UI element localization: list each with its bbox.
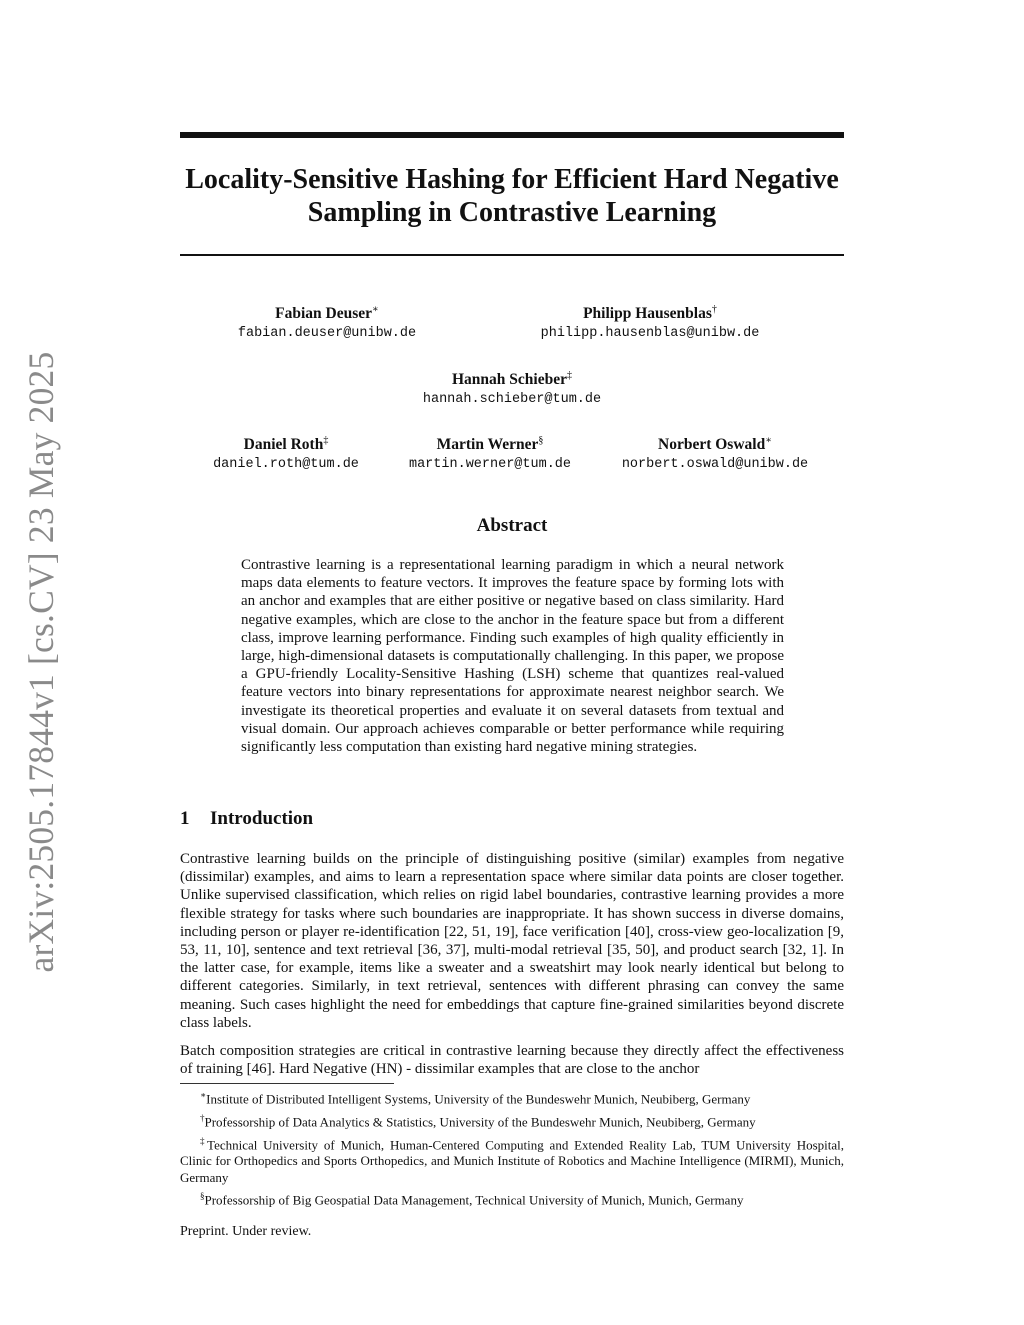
section-title: Introduction: [210, 808, 314, 829]
body-paragraph: Batch composition strategies are critical in contrastive learning because they directly affect the effectiveness of training [46]. Hard Negative (HN) - dissimilar examples that are close to the anchor: [180, 1043, 844, 1078]
author-block: [362, 366, 662, 409]
footnote: ‡Technical University of Munich, Human-Centered Computing and Extended Reality Lab, TUM University Hospital, Clinic for Orthopedics and Sports Orthopedics, and Munich Institute of Robotics and Machine Intelligence (MIRMI), Munich, Germany: [180, 1135, 844, 1185]
author-email[interactable]: martin.werner@tum.de: [408, 457, 572, 473]
author-email[interactable]: hannah.schieber@tum.de: [422, 392, 602, 408]
author-block: [500, 300, 800, 343]
author-block: [565, 431, 865, 474]
title-bottom-rule: [180, 254, 844, 256]
arxiv-identifier: arXiv:2505.17844v1 [cs.CV] 23 May 2025: [21, 351, 61, 973]
abstract-heading: Abstract: [476, 515, 548, 536]
preprint-note: Preprint. Under review.: [180, 1224, 312, 1239]
author-email[interactable]: fabian.deuser@unibw.de: [237, 326, 417, 342]
author-name: Norbert Oswald∗: [658, 435, 772, 454]
footnote-rule: [180, 1083, 394, 1084]
section-number: 1: [180, 808, 190, 829]
author-name: Philipp Hausenblas†: [583, 304, 717, 323]
author-name: Fabian Deuser∗: [275, 304, 379, 323]
paper-title: Locality-Sensitive Hashing for Efficient Hard Negative Sampling in Contrastive Learning: [185, 164, 839, 228]
footnote: ∗Institute of Distributed Intelligent Systems, University of the Bundeswehr Munich, Neubiberg, Germany: [200, 1090, 751, 1107]
author-name: Martin Werner§: [436, 435, 544, 454]
author-email[interactable]: norbert.oswald@unibw.de: [621, 457, 809, 473]
author-block: [177, 300, 477, 343]
author-name: Daniel Roth‡: [243, 435, 329, 454]
footnotes: [180, 1087, 844, 1211]
author-email[interactable]: philipp.hausenblas@unibw.de: [540, 326, 760, 342]
author-email[interactable]: daniel.roth@tum.de: [213, 457, 359, 473]
title-top-rule: [180, 132, 844, 138]
abstract-text: Contrastive learning is a representational learning paradigm in which a neural network maps data elements to feature vectors. It improves the feature space by forming lots with an anchor and examples that are either positive or negative based on class similarity. Hard negative examples, which are close to the anchor in the feature space but from a different class, improve learning performance. Finding such examples of high quality efficiently in large, high-dimensional datasets is computationally challenging. In this paper, we propose a GPU-friendly Locality-Sensitive Hashing (LSH) scheme that quantizes real-valued feature vectors into binary representations for approximate nearest neighbor search. We investigate its theoretical properties and evaluate it on several datasets from textual and visual domain. Our approach achieves comparable or better performance while requiring significantly less computation than existing hard negative mining strategies.: [241, 557, 784, 756]
footnote: §Professorship of Big Geospatial Data Management, Technical University of Munich, Munich, Germany: [200, 1191, 744, 1208]
footnote: †Professorship of Data Analytics & Statistics, University of the Bundeswehr Munich, Neubiberg, Germany: [200, 1112, 756, 1130]
author-name: Hannah Schieber‡: [452, 370, 572, 389]
section-heading: [180, 808, 313, 830]
body-paragraph: Contrastive learning builds on the principle of distinguishing positive (similar) examples from negative (dissimilar) examples, and aims to learn a representation space where similar data points are closer together. Unlike supervised classification, which relies on rigid label boundaries, contrastive learning provides a more flexible strategy for tasks where such boundaries are inappropriate. It has shown success in diverse domains, including person or player re-identification [22, 51, 19], face verification [40], cross-view geo-localization [9, 53, 11, 10], sentence and text retrieval [36, 37], multi-modal retrieval [35, 50], and product search [32, 1]. In the latter case, for example, items like a sweater and a sweatshirt may look nearly identical but belong to different categories. Similarly, in text retrieval, sentences with different phrasing can convey the same meaning. Such cases highlight the need for embeddings that capture fine-grained similarities beyond discrete class labels.: [180, 851, 844, 1031]
